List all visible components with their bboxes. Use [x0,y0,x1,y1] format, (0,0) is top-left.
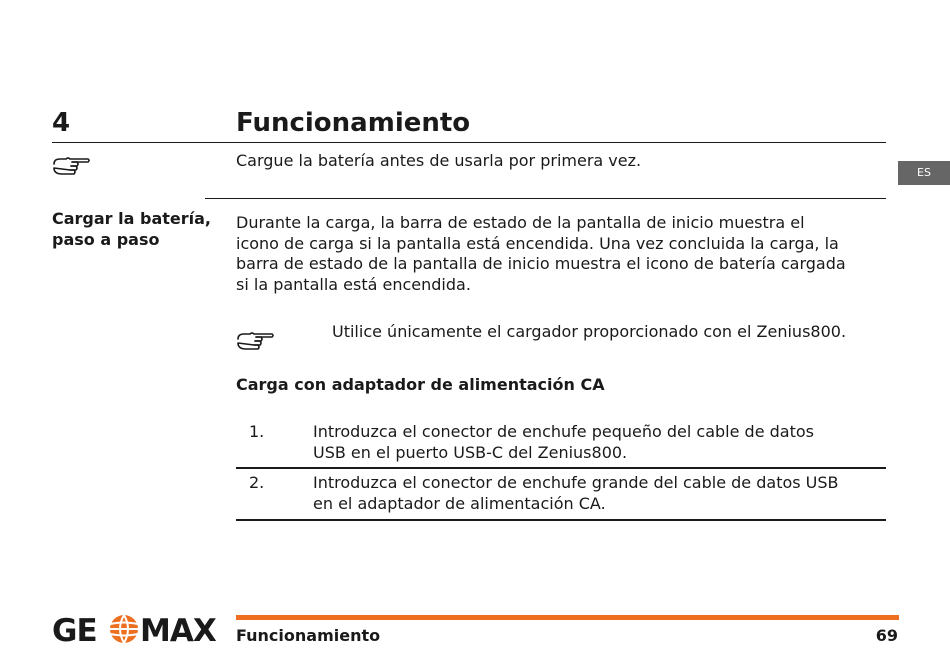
pointing-hand-icon [236,330,276,352]
chapter-number: 4 [52,108,71,138]
step-line: Introduzca el conector de enchufe grande del cable de datos USB [313,473,839,492]
note-text: Utilice únicamente el cargador proporcionado con el Zenius800. [332,322,847,341]
side-label-line: Cargar la batería, [52,209,211,228]
footer-section-title: Funcionamiento [236,626,381,645]
paragraph-line: Durante la carga, la barra de estado de la pantalla de inicio muestra el [236,213,805,232]
paragraph-line: icono de carga si la pantalla está encendida. Una vez concluida la carga, la [236,233,839,253]
note-text: Cargue la batería antes de usarla por primera vez. [236,151,642,170]
step-line: en el adaptador de alimentación CA. [313,493,606,513]
footer-accent-bar [236,615,899,620]
body-paragraph [236,213,886,295]
step-number: 2. [249,473,265,492]
paragraph-line: si la pantalla está encendida. [236,274,471,294]
paragraph-line: barra de estado de la pantalla de inicio muestra el icono de batería cargada [236,254,846,273]
step-line: Introduzca el conector de enchufe pequeño del cable de datos [313,422,814,441]
side-label [52,208,224,250]
chapter-title: Funcionamiento [236,108,471,138]
svg-text:MAX: MAX [140,613,216,646]
step-number: 1. [249,422,265,441]
header-rule [52,142,886,143]
step-line: USB en el puerto USB-C del Zenius800. [313,442,628,462]
step-text [313,422,888,463]
language-tab: ES [898,161,950,185]
side-label-line: paso a paso [52,230,160,249]
table-rule [236,519,886,521]
page-number: 69 [875,626,898,645]
pointing-hand-icon [52,155,92,177]
note-rule [205,198,886,199]
table-rule [236,467,886,469]
geomax-logo [52,612,218,646]
svg-text:GE: GE [52,613,97,646]
step-text [313,473,888,514]
section-subheading: Carga con adaptador de alimentación CA [236,375,605,394]
globe-icon [110,615,138,643]
